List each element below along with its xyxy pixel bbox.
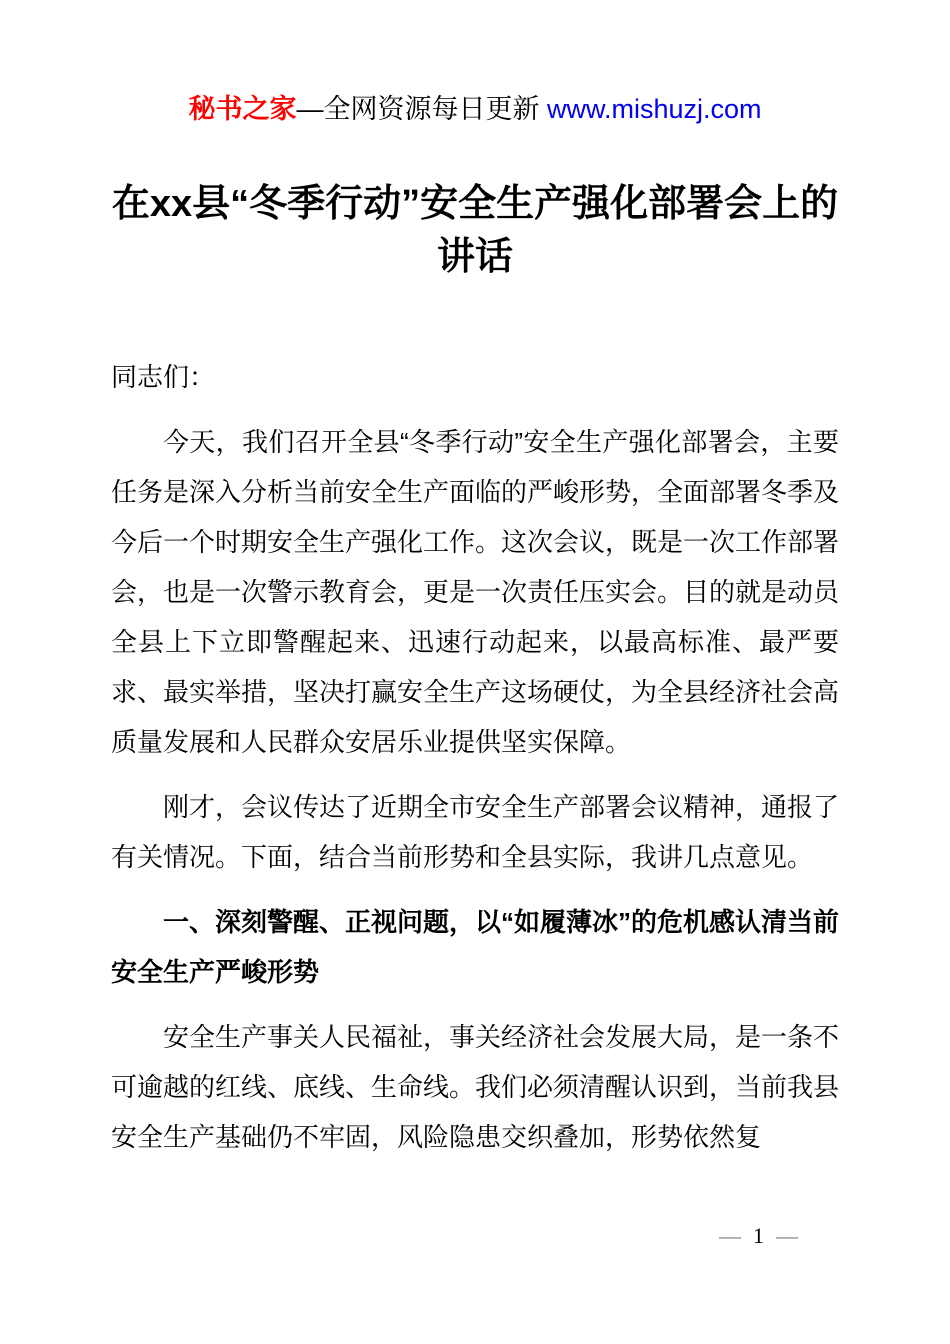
header-tagline: —全网资源每日更新 (296, 94, 547, 124)
page-number-dash-right: — (776, 1223, 798, 1248)
site-header (0, 0, 950, 126)
document-body (111, 352, 839, 1162)
site-url-link[interactable]: www.mishuzj.com (546, 94, 762, 124)
paragraph-section-body: 安全生产事关人民福祉，事关经济社会发展大局，是一条不可逾越的红线、底线、生命线。我们必须清醒认识到，当前我县安全生产基础仍不牢固，风险隐患交织叠加，形势依然复 (111, 1022, 840, 1152)
section-heading: 一、深刻警醒、正视问题，以“如履薄冰”的危机感认清当前安全生产严峻形势 (111, 907, 840, 987)
site-brand: 秘书之家 (188, 94, 297, 124)
page-number-value: 1 (753, 1223, 764, 1248)
paragraph-transition: 刚才，会议传达了近期全市安全生产部署会议精神，通报了有关情况。下面，结合当前形势和全县实际，我讲几点意见。 (111, 792, 840, 872)
paragraph-opening: 今天，我们召开全县“冬季行动”安全生产强化部署会，主要任务是深入分析当前安全生产面临的严峻形势，全面部署冬季及今后一个时期安全生产强化工作。这次会议，既是一次工作部署会，也是一次警示教育会，更是一次责任压实会。目的就是动员全县上下立即警醒起来、迅速行动起来，以最高标准、最严要求、最实举措，坚决打赢安全生产这场硬仗，为全县经济社会高质量发展和人民群众安居乐业提供坚实保障。 (111, 427, 840, 757)
page-number (719, 1222, 798, 1250)
page-number-dash-left: — (719, 1223, 741, 1248)
salutation: 同志们： (111, 362, 216, 392)
document-title: 在xx县“冬季行动”安全生产强化部署会上的讲话 (111, 183, 839, 278)
